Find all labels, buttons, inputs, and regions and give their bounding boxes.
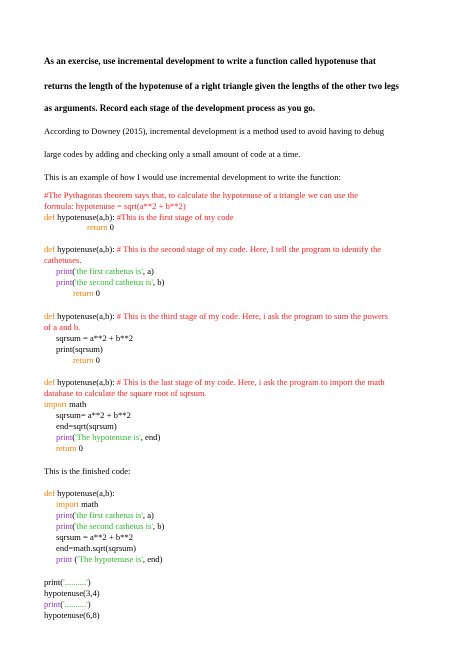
print-args: , end): [142, 554, 163, 564]
final-code-1: sqrsum = a**2 + b**2: [56, 532, 134, 542]
call-hypotenuse-2: hypotenuse(6,8): [44, 610, 100, 620]
stage2-return: [73, 288, 100, 299]
para2: This is an example of how I would use incremental development to write the function:: [44, 172, 341, 182]
stage2-comment-2: cathetuses.: [44, 255, 82, 265]
stage1-def: [44, 212, 234, 223]
final-import: [56, 499, 98, 510]
paren: (: [72, 277, 76, 287]
stage2-print-1: [56, 266, 154, 277]
return-keyword: return: [73, 288, 94, 298]
stage1-comment-1: #The Pythagoras theorem says that, to calculate the hypotenuse of a triangle we can use the: [44, 190, 359, 200]
call-print-2: [44, 599, 91, 610]
print-function: print: [44, 599, 61, 609]
print-args: , b): [152, 521, 165, 531]
def-signature: hypotenuse(a,b):: [54, 311, 117, 321]
call-print-1: [44, 577, 91, 588]
stage2-def: [44, 244, 381, 255]
intro-line-1: As an exercise, use incremental development to write a function called hypotenuse that: [44, 56, 376, 66]
import-module: math: [78, 499, 99, 509]
return-keyword: return: [73, 355, 94, 365]
string-literal: 'The hypotenuse is': [75, 432, 141, 442]
print-args: , b): [152, 277, 165, 287]
def-keyword: def: [44, 488, 55, 498]
paren: ): [87, 599, 91, 609]
def-comment: # This is the last stage of my code. Here, i ask the program to import the math: [116, 377, 385, 387]
stage3-comment-2: of a and b.: [44, 322, 81, 332]
final-def: [44, 488, 115, 499]
string-literal: 'The hypotenuse is': [77, 554, 143, 564]
stage3-code-1: sqrsum = a**2 + b**2: [56, 333, 134, 343]
stage2-print-2: [56, 277, 164, 288]
paren: (: [72, 554, 78, 564]
stage3-def: [44, 311, 388, 322]
return-value: 0: [76, 443, 83, 453]
string-literal: 'the first cathetus is': [75, 266, 143, 276]
stage3-return: [73, 355, 100, 366]
intro-line-2: returns the length of the hypotenuse of a right triangle given the lengths of the other two legs: [44, 81, 399, 91]
def-signature: hypotenuse(a,b):: [54, 377, 117, 387]
string-literal: '..........': [63, 577, 88, 587]
intro-line-3: as arguments. Record each stage of the development process as you go.: [44, 103, 316, 113]
import-module: math: [66, 399, 87, 409]
stage4-code-1: sqrsum= a**2 + b**2: [56, 410, 131, 420]
paren: ): [87, 577, 91, 587]
return-keyword: return: [87, 222, 108, 232]
para1-line-1: According to Downey (2015), incremental development is a method used to avoid having to debug: [44, 126, 385, 136]
def-comment: #This is the first stage of my code: [116, 212, 234, 222]
paren: (: [72, 521, 76, 531]
stage4-def: [44, 377, 385, 388]
paren: (: [60, 577, 64, 587]
return-value: 0: [93, 288, 100, 298]
print-function: print: [44, 577, 61, 587]
print-function: print: [56, 554, 73, 564]
print-function: print: [56, 521, 73, 531]
final-print-2: [56, 521, 164, 532]
print-function: print: [56, 277, 73, 287]
def-keyword: def: [44, 311, 55, 321]
string-literal: 'the second cathetus is': [75, 277, 153, 287]
final-print-3: [56, 554, 162, 565]
def-signature: hypotenuse(a,b):: [54, 212, 117, 222]
paren: (: [72, 510, 76, 520]
print-function: print: [56, 432, 73, 442]
stage4-import: [44, 399, 86, 410]
stage1-comment-2: formula: hypotenuse = sqrt(a**2 + b**2): [44, 201, 186, 211]
def-signature: hypotenuse(a,b):: [54, 488, 115, 498]
def-keyword: def: [44, 244, 55, 254]
call-hypotenuse-1: hypotenuse(3,4): [44, 588, 100, 598]
stage4-code-2: end=sqrt(sqrsum): [56, 421, 117, 431]
import-keyword: import: [56, 499, 79, 509]
print-function: print: [56, 266, 73, 276]
return-keyword: return: [56, 443, 77, 453]
def-signature: hypotenuse(a,b):: [54, 244, 117, 254]
print-args: , a): [142, 266, 154, 276]
def-keyword: def: [44, 212, 55, 222]
return-value: 0: [93, 355, 100, 365]
def-keyword: def: [44, 377, 55, 387]
finished-label: This is the finished code:: [44, 466, 131, 476]
print-function: print: [56, 510, 73, 520]
print-args: , a): [142, 510, 154, 520]
def-comment: # This is the second stage of my code. Here, I tell the program to identify the: [116, 244, 382, 254]
paren: (: [72, 432, 76, 442]
stage1-return: [87, 222, 114, 233]
string-literal: 'the second cathetus is': [75, 521, 153, 531]
stage3-code-2: print(sqrsum): [56, 344, 103, 354]
stage4-return: [56, 443, 83, 454]
final-code-2: end=math.sqrt(sqrsum): [56, 543, 137, 553]
paren: (: [60, 599, 64, 609]
stage4-print: [56, 432, 160, 443]
import-keyword: import: [44, 399, 67, 409]
string-literal: 'the first cathetus is': [75, 510, 143, 520]
def-comment: # This is the third stage of my code. Here, i ask the program to sum the powers: [116, 311, 388, 321]
paren: (: [72, 266, 76, 276]
string-literal: '..........': [63, 599, 88, 609]
print-args: , end): [140, 432, 161, 442]
final-print-1: [56, 510, 154, 521]
return-value: 0: [107, 222, 114, 232]
stage4-comment-2: database to calculate the square root of sqrsum.: [44, 388, 207, 398]
para1-line-2: large codes by adding and checking only a small amount of code at a time.: [44, 149, 301, 159]
